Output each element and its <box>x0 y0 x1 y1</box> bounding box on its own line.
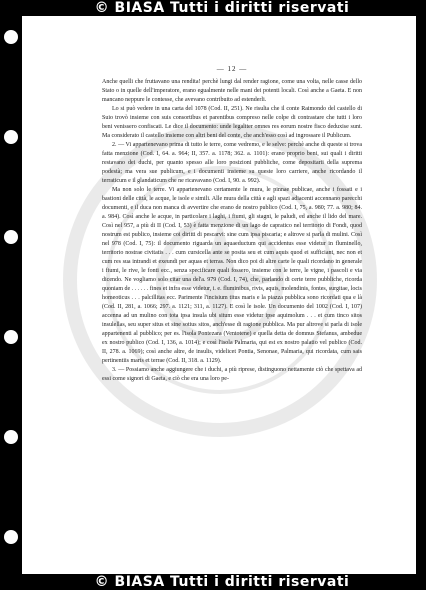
watermark-bottom: © BIASA Tutti i diritti riservati <box>94 574 350 590</box>
paragraph: Anche quelli che fruttavano una rendita! perchè lungi dal render ragione, come una volta, nelle casse dello Stato o in quelle dell'imperatore, erano egualmente nelle mani dei potenti locali. Così anche a Gaeta. E non mancano neppure le contesse, che avevano contribuito ad estenderli. <box>102 79 362 103</box>
perforation-hole <box>4 430 18 444</box>
film-edge-right <box>416 0 426 590</box>
perforation-hole <box>4 30 18 44</box>
paragraph: Lo si può vedere in una carta del 1078 (Cod. II, 251). Ne risulta che il conte Raimondo del castello di Suio trovò insieme con suis consortibus et parentibus compreso nelle colpe di contrastare che tutti i loro beni venissero confiscati. Le dice il documento: unde legaliter omnes res eorum nostre fisco deduxise sunt. Ma considerato il castello insieme con altri beni del conte, che anch'esso così ad ingrossare il Publicum. <box>102 106 362 139</box>
perforation-hole <box>4 530 18 544</box>
paragraph: Ma non solo le terre. Vi appartenevano certamente le mura, le pinnae publicae, anche i fossati e i bastioni delle città, le acque, le isole e simili. Alle mura della città e agli spazi adiacenti accennano parecchi documenti, e il duca non manca di avvertire che erano de nostro publico (Cod. I, 75, a. 980; 77. a. 980; 84. a. 984). Così anche le acque, in particolare i laghi, i fiumi, gli stagni, le paludi, ed anche il lido del mare. Così nel 957, a più di II (Cod. I, 53) è fatta menzione di un lago de capratico nel territorio di Fondi, quod nostrum est publico, insieme coi diritti di pescarvi: sine cum ipsa piscaria; e altrove si parla di mulini. Così nel 978 (Cod. I, 75): il documento riguarda un aquaeductum qui accidentus esse videtur in fluminello, territorio nostrae civitatis . . . cum cursicella ante se posita seu et cum aquis quod ei sufficiant, nec non et cum res sua intrandi et exeundi per aquas et terras. Non dico poi di altre carte le quali ricordano in generale i fiumi, le rive, le fonti ecc., senza specificare quali fossero, insieme con le terre, le vigne, i pascoli e via dicendo. Ne vogliamo solo citar una del'a. 979 (Cod. I, 74), che, parlando di certe terre pubbliche, ricorda quoniam de . . . . . . fines et infra esse videtur, i. e. fluminibus, rivis, aquis, molendinis, fontes, surgitae, locis homeoticus . . . palcillitas ecc. Parimente l'incisium titus maris e la piazza pubblica sono ricordati qua e là (Cod. II, 281, a. 1066; 297. a. 1121; 311, a. 1127). E così le isole. Un documento del 1002 (Cod. I, 107) accenna ad un mulino con tota ipsa insula ubi situm esse videtur ipse aquimolum . . . et cum tinco sitos insulellas, seu super situs et sine sotius sitos, anch'esse di ragione pubblica. Ma pur altrove si parla di isole appartenenti al pubblico; per es. l'isola Pontezara (Ventotene) e quella detta de domnus Stefanus, ambedue ex nostro publico (Cod. I, 136, a. 1014); e così l'isola Palmaria, qui est ex nostro palatio vel publico (Cod. II, 278. a. 1069); così anche altre, de insulis, videlicet Pontia, Senonae, Palmaria, qui ricordata, cum sais pertinentiis maris et terrae (Cod. II, 318. a. 1129). <box>102 187 362 364</box>
page-number: — 12 — <box>216 65 248 73</box>
perforation-hole <box>4 130 18 144</box>
perforation-hole <box>4 230 18 244</box>
watermark-top: © BIASA Tutti i diritti riservati <box>94 0 350 16</box>
paragraph: 3. — Possiamo anche aggiungere che i duchi, a più riprese, distinguono nettamente ciò che spettava ad essi come signori di Gaeta, e ciò che era una loro pe- <box>102 367 362 382</box>
perforation-hole <box>4 330 18 344</box>
document-body <box>102 65 362 384</box>
film-edge-left <box>0 0 22 590</box>
paragraph: 2. — Vi appartenevano prima di tutto le terre, come vedremo, e le selve: perchè anche di queste si trova fatta menzione (Cod. I, 64. a. 964; II, 357. a. 1178; 362. a. 1101): erano proprio beni, sui quali i diritti restavano dei duchi, per quanto spesso alle loro posizioni pubbliche, come depositarii della suprema podestà; ma vera sue publicum, e i documenti insieme su queste loro carriere, anche ricordando il terraticum e il glandaticum che ne ricavavano (Cod. I, 90. a. 992). <box>102 142 362 184</box>
